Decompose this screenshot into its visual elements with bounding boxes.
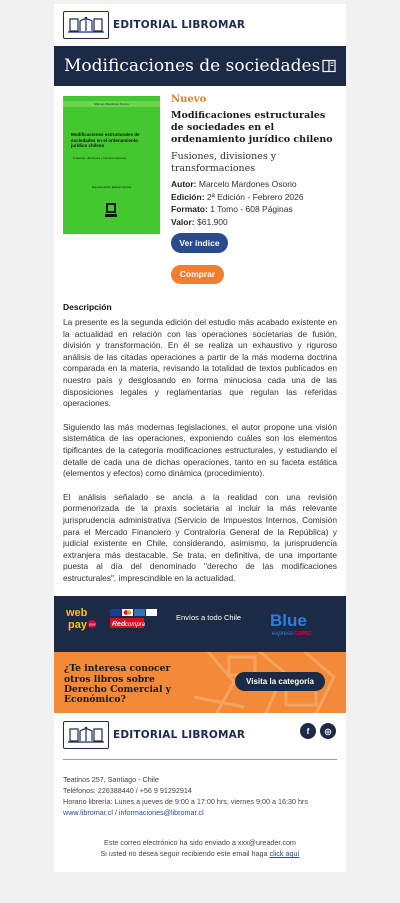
address-line: Teatinos 257, Santiago - Chile xyxy=(63,775,159,785)
sent-to-text: Este correo electrónico ha sido enviado a xxx@ureader.com xyxy=(104,838,296,848)
price-row: Valor: $61.900 xyxy=(171,216,228,227)
facebook-icon[interactable]: f xyxy=(300,723,316,739)
email-link[interactable]: informaciones@libromar.cl xyxy=(118,808,204,818)
svg-text:express: express xyxy=(272,631,294,638)
product-meta xyxy=(171,178,337,228)
category-promo-banner xyxy=(54,652,346,713)
author-row: Autor: Marcelo Mardones Osorio xyxy=(171,179,297,189)
libromar-logo-icon xyxy=(63,11,109,39)
payment-cards xyxy=(110,609,168,636)
legal-notice xyxy=(54,818,346,859)
cover-author: Marcelo Mardones Osorio xyxy=(94,102,129,106)
brand-name: EDITORIAL LIBROMAR xyxy=(113,19,246,31)
svg-text:web: web xyxy=(66,607,88,620)
hours-line: Horario librería: Lunes a jueves de 9:00 a 17:00 hrs, viernes 9:00 a 16:30 hrs xyxy=(63,797,308,807)
buy-button[interactable]: Comprar xyxy=(171,265,224,284)
book-cover[interactable] xyxy=(63,96,160,234)
blue-express-logo-icon xyxy=(270,610,316,640)
cover-subtitle: Fusiones, divisiones y transformaciones xyxy=(73,156,127,160)
instagram-icon[interactable]: ◎ xyxy=(320,723,336,739)
payment-shipping-banner xyxy=(54,596,346,652)
product-info xyxy=(160,96,337,284)
product-section xyxy=(54,86,346,284)
description-section xyxy=(54,284,346,584)
social-links xyxy=(300,723,336,739)
phones-line: Teléfonos: 226388440 / +56 9 91292914 xyxy=(63,786,192,796)
cover-publisher: Segunda edición. Editorial Libromar xyxy=(91,186,132,189)
website-link[interactable]: www.libromar.cl xyxy=(63,808,113,818)
footer-logo[interactable] xyxy=(54,713,346,748)
open-book-icon xyxy=(322,59,336,73)
svg-text:compra: compra xyxy=(125,622,146,629)
footer-libromar-logo-icon xyxy=(63,721,109,749)
svg-text:Blue: Blue xyxy=(270,611,307,631)
hero-banner xyxy=(54,46,346,86)
edition-row: Edición: 2ª Edición - Febrero 2026 xyxy=(171,191,304,202)
svg-text:COPEC: COPEC xyxy=(294,631,312,638)
promo-text: ¿Te interesa conocer otros libros sobre Derecho Comercial y Económico? xyxy=(64,663,172,706)
webpay-logo-icon xyxy=(66,605,96,631)
unsubscribe-link[interactable]: click aquí xyxy=(269,849,300,859)
description-paragraph-3: El análisis señalado se ancla a la realidad con una revisión pormenorizada de la praxis societaria al incluir la más relevante jurisprudencia administrativa (Servicio de Impuestos Internos, Comisión para el Mercado Financiero y Contraloría General de la República) y judicial existente en Chile, considerando, asimismo, la jurisprudencia extranjera más destacable. Se trata, en definitiva, de una importante puesta al día del denominado "derecho de las modificaciones estructurales", imprescindible en la actualidad. xyxy=(63,491,337,583)
shipping-text: Envíos a todo Chile xyxy=(176,613,242,623)
product-title[interactable]: Modificaciones estructurales de sociedades en el ordenamiento jurídico chileno xyxy=(171,110,333,145)
card-brands-icon xyxy=(110,609,168,631)
format-row: Formato: 1 Tomo - 608 Páginas xyxy=(171,204,293,214)
email-container xyxy=(54,4,346,872)
description-heading: Descripción xyxy=(63,302,112,312)
unsubscribe-line: Si usted no desea seguir recibiendo este email haga click aquí xyxy=(100,849,300,859)
description-paragraph-1: La presente es la segunda edición del estudio más acabado existente en la actualidad en relación con las operaciones societarias de fusión, división y transformación. En él se realiza un exhaustivo y riguroso análisis de las citadas operaciones a partir de la más moderna doctrina comparada en la materia, revisando la totalidad de textos publicados en nuestro país y desglosando en forma minuciosa cada una de las disposiciones legales y reglamentarias que regulan las referidas operaciones. xyxy=(63,317,337,409)
links-line: www.libromar.cl / informaciones@libromar.cl xyxy=(63,808,204,818)
footer-brand-name: EDITORIAL LIBROMAR xyxy=(113,729,246,742)
svg-text:pay: pay xyxy=(68,619,87,632)
cover-title: Modificaciones estructurales de sociedades en el ordenamiento jurídico chileno xyxy=(71,132,140,148)
contact-info xyxy=(54,760,346,818)
new-badge: Nuevo xyxy=(171,94,207,105)
svg-text:plus: plus xyxy=(89,622,96,627)
header-logo[interactable] xyxy=(54,4,346,46)
product-subtitle: Fusiones, divisiones y transformaciones xyxy=(171,151,277,174)
svg-text:Red: Red xyxy=(112,621,126,629)
cover-publisher-logo-icon xyxy=(104,201,118,219)
view-index-button[interactable]: Ver índice xyxy=(171,233,228,253)
description-paragraph-2: Siguiendo las más modernas legislaciones, el autor propone una visión sistemática de las operaciones, exponiendo cuáles son los elementos tipificantes de la categoría modificaciones estructurales, y estudiando el detalle de cada una de dichas operaciones, tanto en su faceta estática (elementos y efectos) como dinámica (procedimiento). xyxy=(63,421,337,479)
hero-title: Modificaciones de sociedades xyxy=(64,56,321,76)
visit-category-button[interactable]: Visita la categoría xyxy=(235,672,325,691)
